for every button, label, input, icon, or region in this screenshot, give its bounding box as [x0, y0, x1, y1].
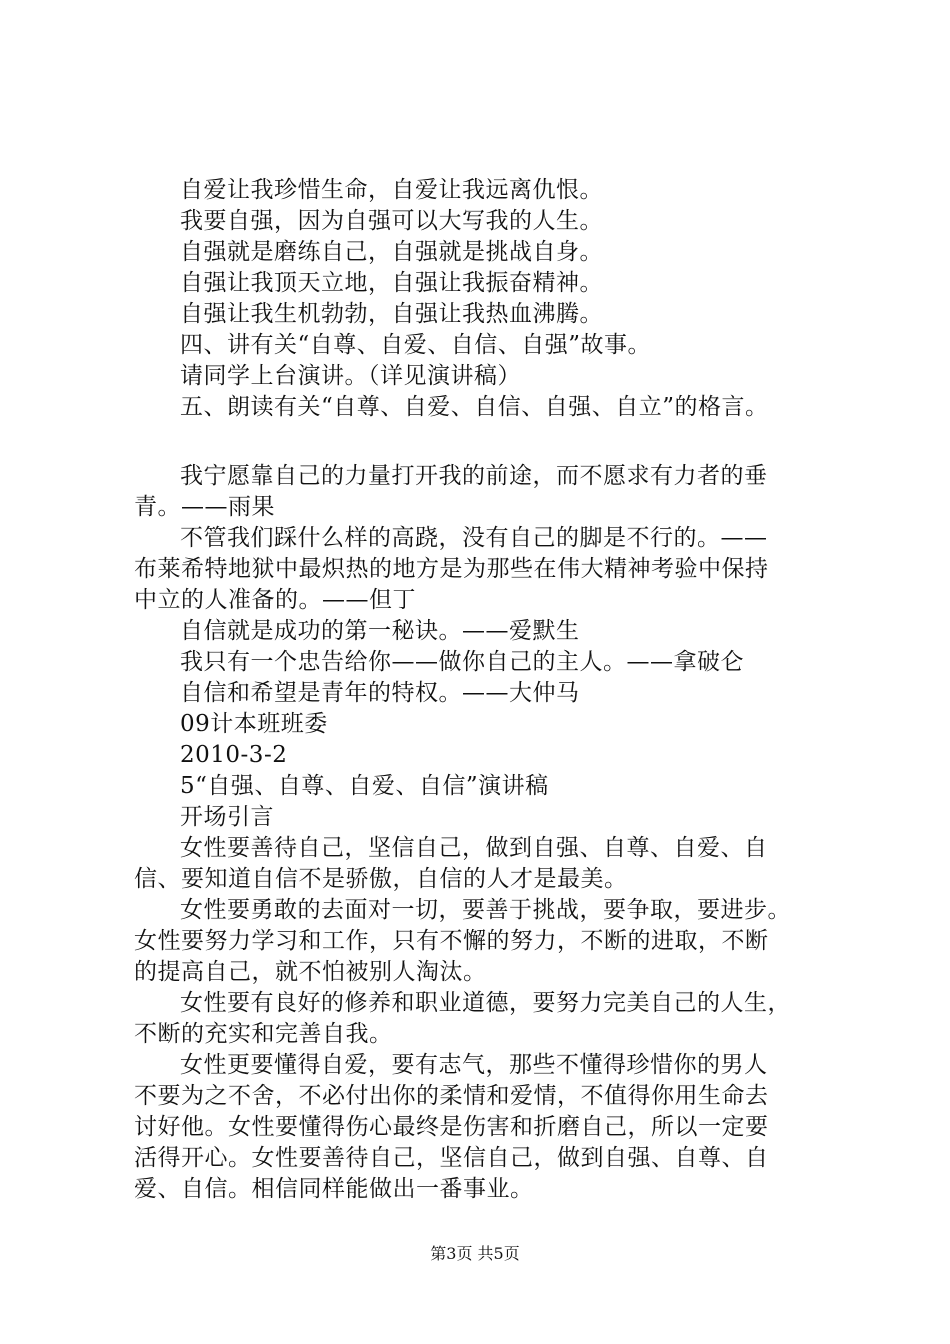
body-line: 讨好他。女性要懂得伤心最终是伤害和折磨自己，所以一定要: [134, 1114, 769, 1140]
body-line: 的提高自己，就不怕被别人淘汰。: [134, 959, 487, 985]
signature-line: 09计本班班委: [180, 711, 328, 737]
body-line: 女性要努力学习和工作，只有不懈的努力，不断的进取，不断: [134, 928, 769, 954]
body-line: 女性要有良好的修养和职业道德，要努力完美自己的人生，: [180, 990, 791, 1016]
date-line: 2010-3-2: [180, 742, 288, 768]
body-line: 不断的充实和完善自我。: [134, 1021, 393, 1047]
body-line: 爱、自信。相信同样能做出一番事业。: [134, 1176, 534, 1202]
section-heading: 五、朗读有关“自尊、自爱、自信、自强、自立”的格言。: [180, 394, 769, 420]
body-line: 自强就是磨练自己，自强就是挑战自身。: [180, 239, 603, 265]
body-line: 活得开心。女性要善待自己，坚信自己，做到自强、自尊、自: [134, 1145, 769, 1171]
quote-line: 不管我们踩什么样的高跷，没有自己的脚是不行的。——: [180, 525, 768, 551]
body-line: 女性要勇敢的去面对一切，要善于挑战，要争取，要进步。: [180, 897, 791, 923]
page-number: 第3页 共5页: [430, 1244, 520, 1263]
body-line: 女性更要懂得自爱，要有志气，那些不懂得珍惜你的男人: [180, 1052, 768, 1078]
body-line: 自强让我顶天立地，自强让我振奋精神。: [180, 270, 603, 296]
document-body: [134, 175, 834, 1205]
quote-line: 我宁愿靠自己的力量打开我的前途，而不愿求有力者的垂: [180, 463, 768, 489]
body-line: 信、要知道自信不是骄傲，自信的人才是最美。: [134, 866, 628, 892]
quote-line: 布莱希特地狱中最炽热的地方是为那些在伟大精神考验中保持: [134, 556, 769, 582]
body-line: 女性要善待自己，坚信自己，做到自强、自尊、自爱、自: [180, 835, 768, 861]
quote-line: 中立的人准备的。——但丁: [134, 587, 416, 613]
section-heading: 四、讲有关“自尊、自爱、自信、自强”故事。: [180, 332, 652, 358]
body-line: 我要自强，因为自强可以大写我的人生。: [180, 208, 603, 234]
quote-line: 我只有一个忠告给你——做你自己的主人。——拿破仑: [180, 649, 744, 675]
body-line: 自爱让我珍惜生命，自爱让我远离仇恨。: [180, 177, 603, 203]
paragraph-gap: [134, 423, 834, 461]
quote-line: 自信就是成功的第一秘诀。——爱默生: [180, 618, 580, 644]
body-line: 不要为之不舍，不必付出你的柔情和爱情，不值得你用生命去: [134, 1083, 769, 1109]
speech-title: 5“自强、自尊、自爱、自信”演讲稿: [180, 773, 549, 799]
quote-line: 自信和希望是青年的特权。——大仲马: [180, 680, 580, 706]
page-footer: [0, 1244, 950, 1264]
body-line: 请同学上台演讲。（详见演讲稿）: [180, 363, 521, 389]
quote-line: 青。——雨果: [134, 494, 275, 520]
subheading: 开场引言: [180, 804, 274, 830]
body-line: 自强让我生机勃勃，自强让我热血沸腾。: [180, 301, 603, 327]
